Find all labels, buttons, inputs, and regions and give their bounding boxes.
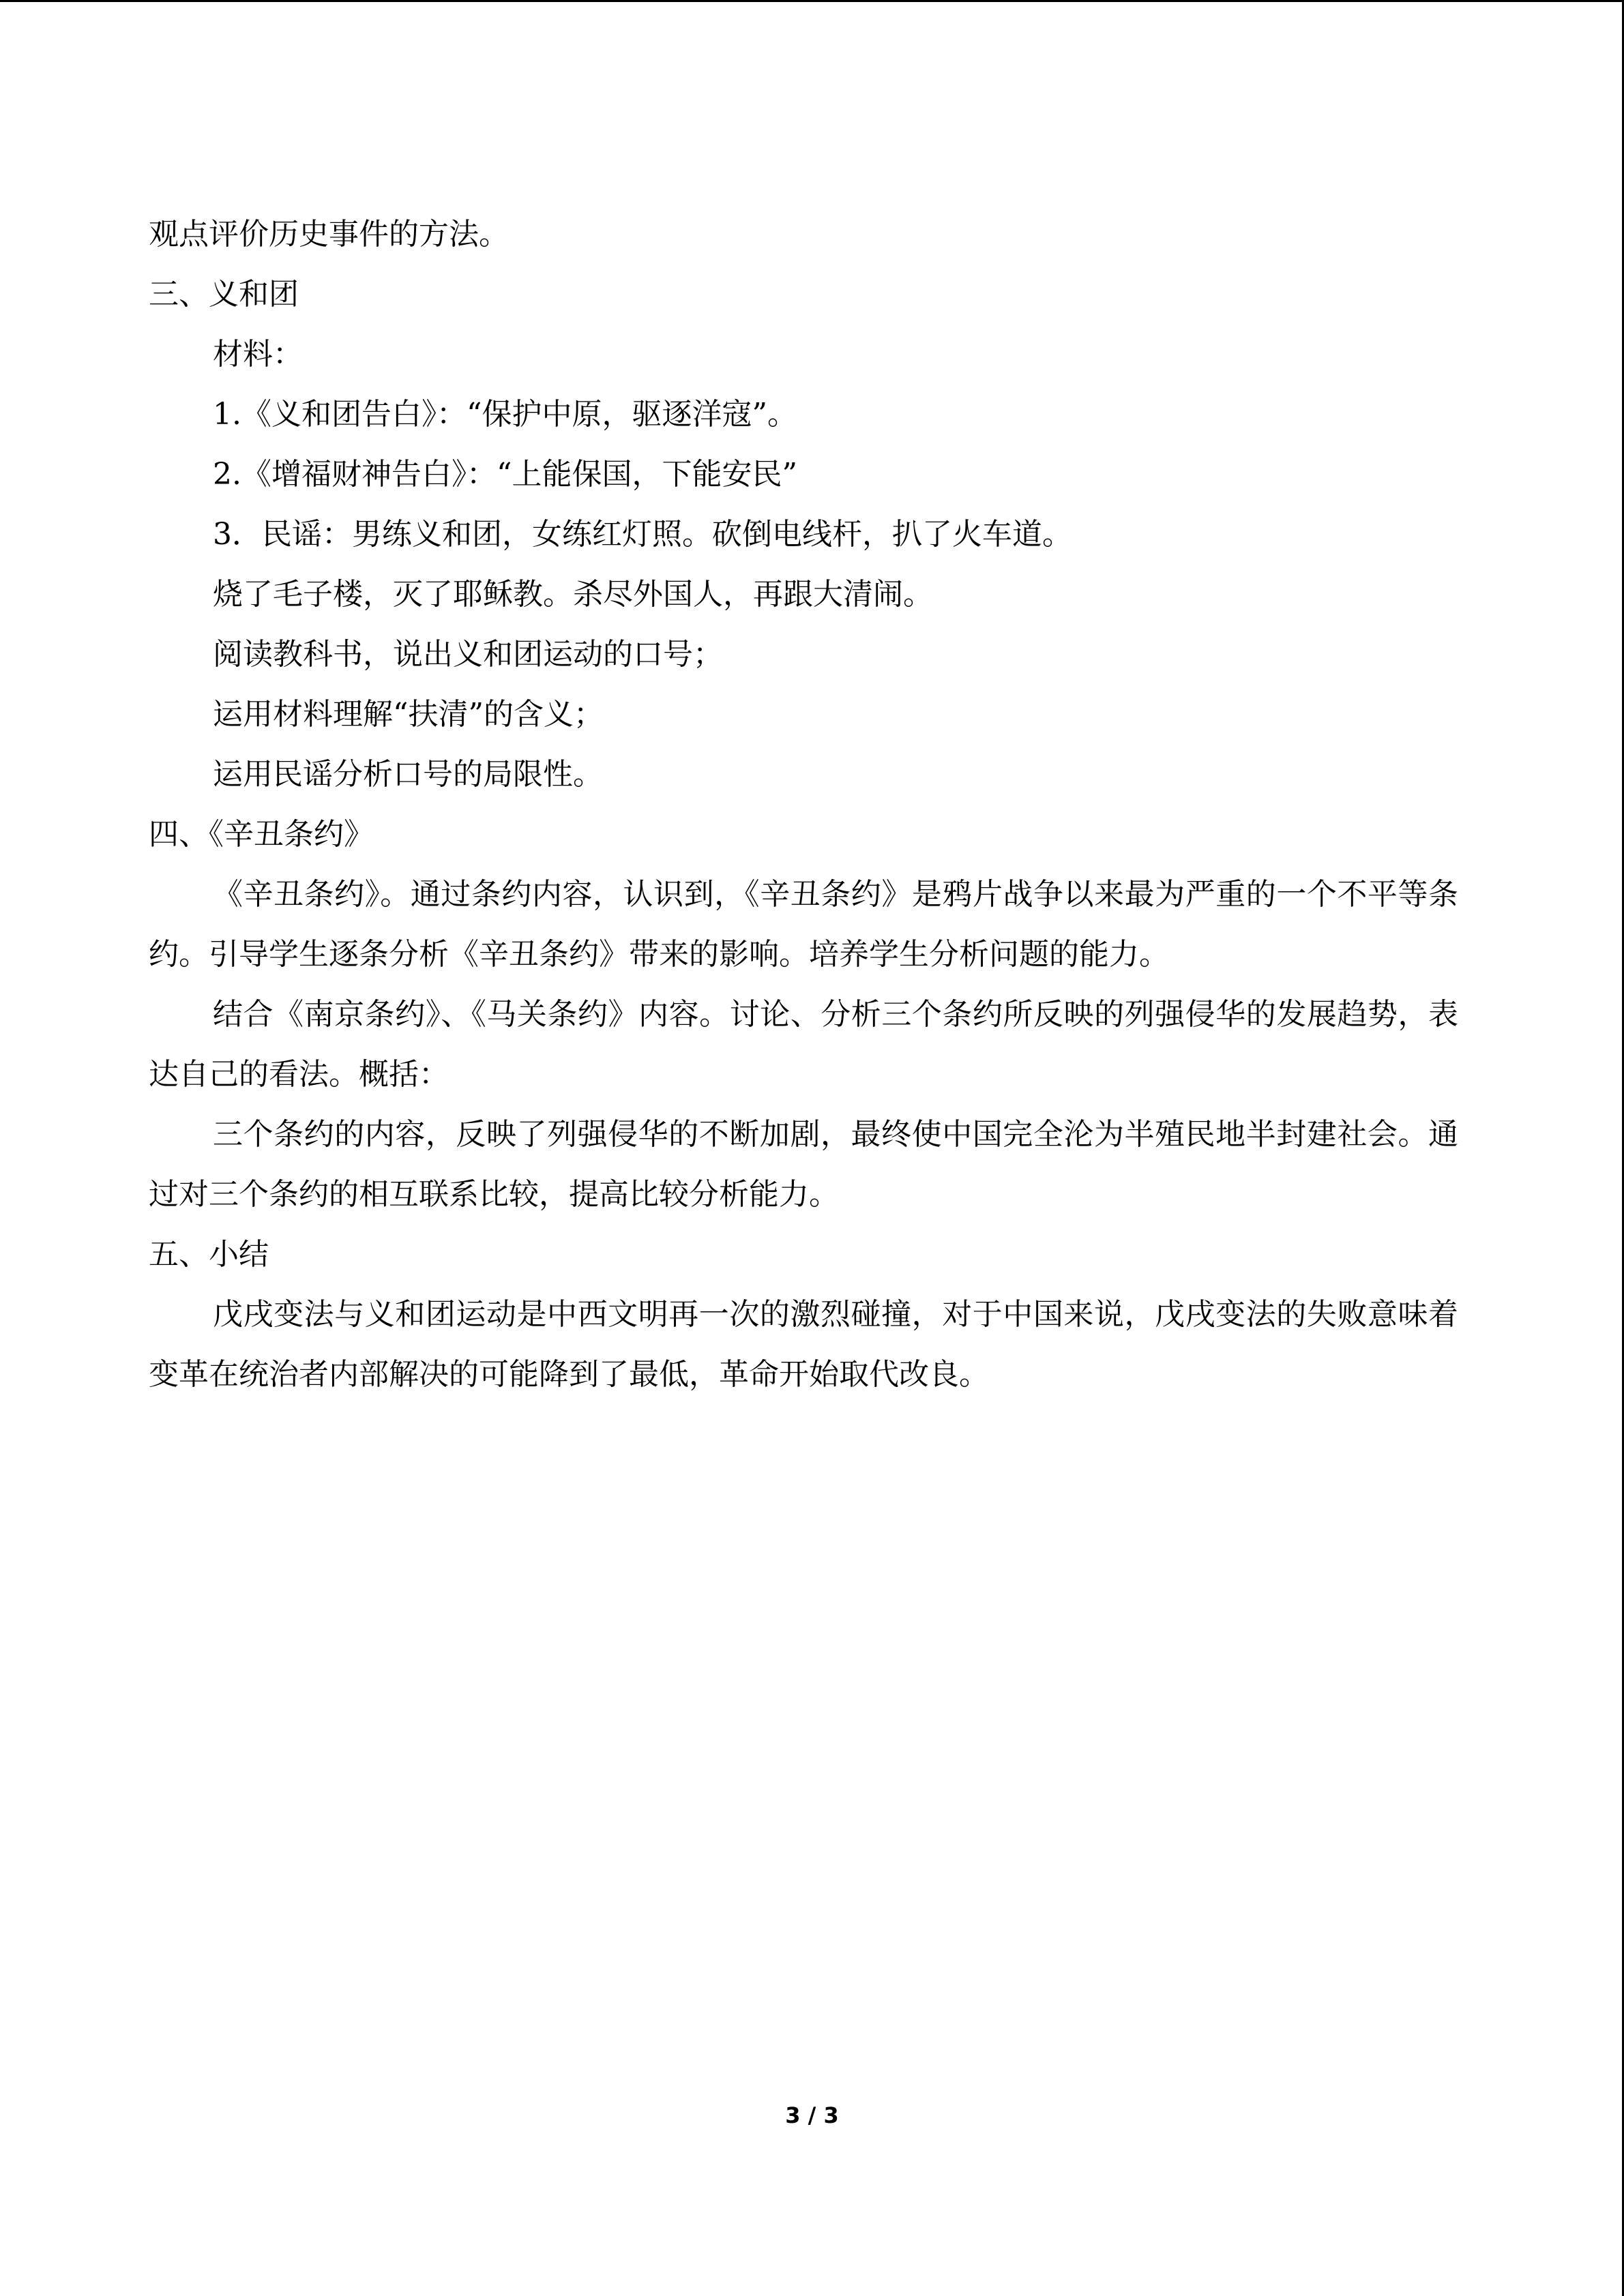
treaty-paragraph-2: 结合《南京条约》、《马关条约》内容。讨论、分析三个条约所反映的列强侵华的发展趋势，表达自己的看法。概括： — [149, 997, 1458, 1092]
task-1: 阅读教科书，说出义和团运动的口号； — [213, 637, 723, 672]
document-body — [149, 205, 1458, 1405]
section-heading-boxer: 三、义和团 — [149, 277, 299, 312]
treaty-paragraph-1: 《辛丑条约》。通过条约内容，认识到，《辛丑条约》是鸦片战争以来最为严重的一个不平等条约。引导学生逐条分析《辛丑条约》带来的影响。培养学生分析问题的能力。 — [149, 877, 1458, 972]
treaty-paragraph-3: 三个条约的内容，反映了列强侵华的不断加剧，最终使中国完全沦为半殖民地半封建社会。通过对三个条约的相互联系比较，提高比较分析能力。 — [149, 1117, 1458, 1212]
task-3: 运用民谣分析口号的局限性。 — [213, 757, 603, 792]
material-item-2: 2.《增福财神告白》：“上能保国，下能安民” — [213, 457, 797, 492]
summary-paragraph: 戊戌变法与义和团运动是中西文明再一次的激烈碰撞，对于中国来说，戊戌变法的失败意味着变革在统治者内部解决的可能降到了最低，革命开始取代改良。 — [149, 1297, 1458, 1392]
material-item-3-continued: 烧了毛子楼，灭了耶稣教。杀尽外国人，再跟大清闹。 — [213, 577, 933, 612]
material-label: 材料： — [213, 337, 303, 372]
page-number: 3 / 3 — [785, 2102, 839, 2128]
material-item-3: 3．民谣：男练义和团，女练红灯照。砍倒电线杆，扒了火车道。 — [213, 517, 1072, 552]
section-heading-summary: 五、小结 — [149, 1237, 269, 1272]
continued-text-line: 观点评价历史事件的方法。 — [149, 217, 509, 252]
material-item-1: 1.《义和团告白》：“保护中原，驱逐洋寇”。 — [213, 397, 797, 432]
section-heading-treaty: 四、《辛丑条约》 — [149, 817, 374, 852]
task-2: 运用材料理解“扶清”的含义； — [213, 697, 604, 732]
